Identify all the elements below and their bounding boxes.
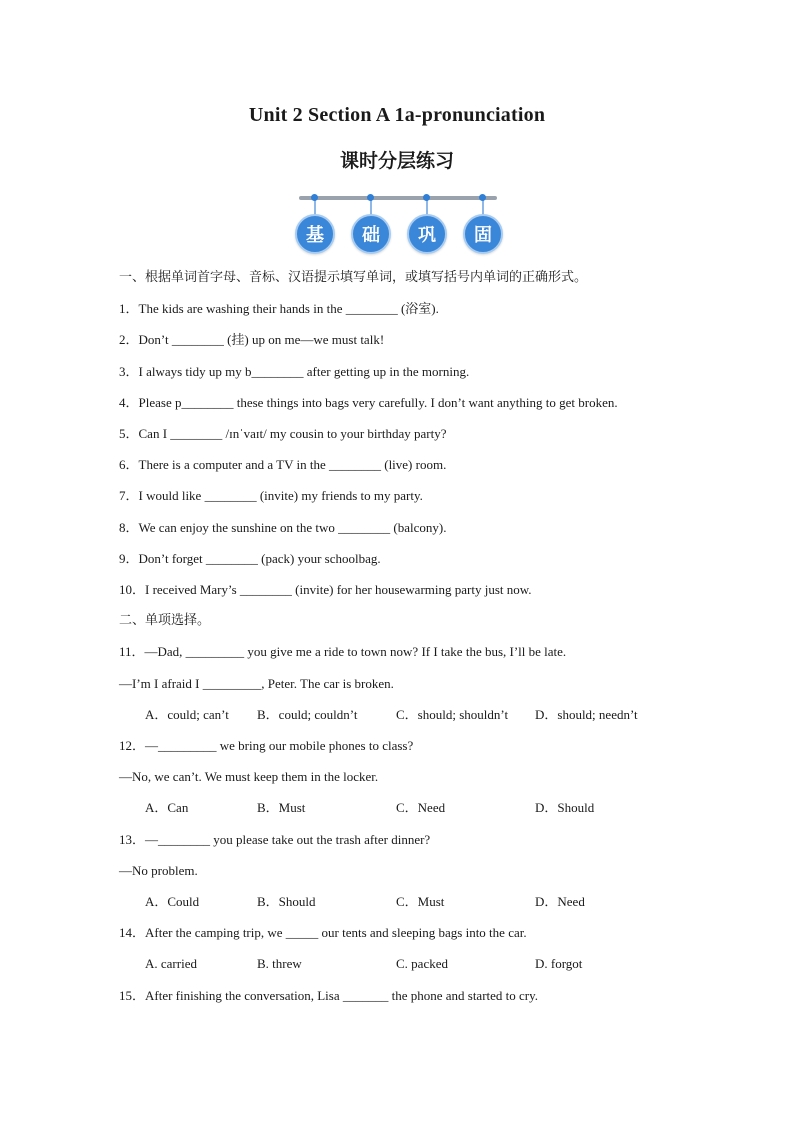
banner-badge-2: 础 (351, 214, 391, 254)
q12-option-c: C．Need (396, 800, 446, 815)
fill-item-8: 8．We can enjoy the sunshine on the two ________ (balcony). (119, 520, 447, 535)
section-1-heading: 一、根据单词首字母、音标、汉语提示填写单词，或填写括号内单词的正确形式。 (119, 270, 588, 285)
page-title: Unit 2 Section A 1a-pronunciation (248, 104, 546, 126)
q12-option-b: B．Must (257, 800, 306, 815)
fill-item-1: 1．The kids are washing their hands in the ________ (浴室). (119, 301, 439, 316)
q14-option-b: B. threw (257, 956, 302, 971)
banner-rail (299, 196, 497, 200)
fill-item-3: 3．I always tidy up my b________ after getting up in the morning. (119, 364, 470, 379)
fill-item-9: 9．Don’t forget ________ (pack) your schoolbag. (119, 551, 381, 566)
q12-option-a: A．Can (145, 800, 189, 815)
banner-badge-3: 巩 (407, 214, 447, 254)
q13-option-d: D．Need (535, 894, 585, 909)
question-12-reply: —No, we can’t. We must keep them in the locker. (119, 769, 379, 784)
question-15: 15．After finishing the conversation, Lisa _______ the phone and started to cry. (119, 988, 539, 1003)
question-11: 11．—Dad, _________ you give me a ride to town now? If I take the bus, I’ll be late. (119, 644, 567, 659)
q13-option-b: B．Should (257, 894, 316, 909)
fill-item-6: 6．There is a computer and a TV in the ________ (live) room. (119, 457, 447, 472)
q14-option-a: A. carried (145, 956, 197, 971)
q11-option-a: A．could; can’t (145, 707, 229, 722)
page-subtitle: 课时分层练习 (339, 150, 454, 172)
question-12: 12．—_________ we bring our mobile phones to class? (119, 738, 414, 753)
fill-item-10: 10．I received Mary’s ________ (invite) for her housewarming party just now. (119, 582, 532, 597)
q14-option-d: D. forgot (535, 956, 583, 971)
question-13-reply: —No problem. (119, 863, 198, 878)
q12-option-d: D．Should (535, 800, 595, 815)
q11-option-b: B．could; couldn’t (257, 707, 358, 722)
q13-option-c: C．Must (396, 894, 445, 909)
fill-item-5: 5．Can I ________ /ɪnˈvaɪt/ my cousin to your birthday party? (119, 426, 447, 441)
fill-item-4: 4．Please p________ these things into bags very carefully. I don’t want anything to get broken. (119, 395, 618, 410)
q14-option-c: C. packed (396, 956, 448, 971)
banner-badge-1: 基 (295, 214, 335, 254)
question-13: 13．—________ you please take out the trash after dinner? (119, 832, 431, 847)
q11-option-c: C．should; shouldn’t (396, 707, 509, 722)
section-banner (295, 192, 505, 256)
question-14: 14．After the camping trip, we _____ our tents and sleeping bags into the car. (119, 925, 527, 940)
fill-item-7: 7．I would like ________ (invite) my friends to my party. (119, 488, 423, 503)
question-11-reply: —I’m I afraid I _________, Peter. The car is broken. (119, 676, 394, 691)
banner-badge-4: 固 (463, 214, 503, 254)
q11-option-d: D．should; needn’t (535, 707, 638, 722)
q13-option-a: A．Could (145, 894, 200, 909)
fill-item-2: 2．Don’t ________ (挂) up on me—we must talk! (119, 332, 385, 347)
section-2-heading: 二、单项选择。 (119, 613, 211, 628)
